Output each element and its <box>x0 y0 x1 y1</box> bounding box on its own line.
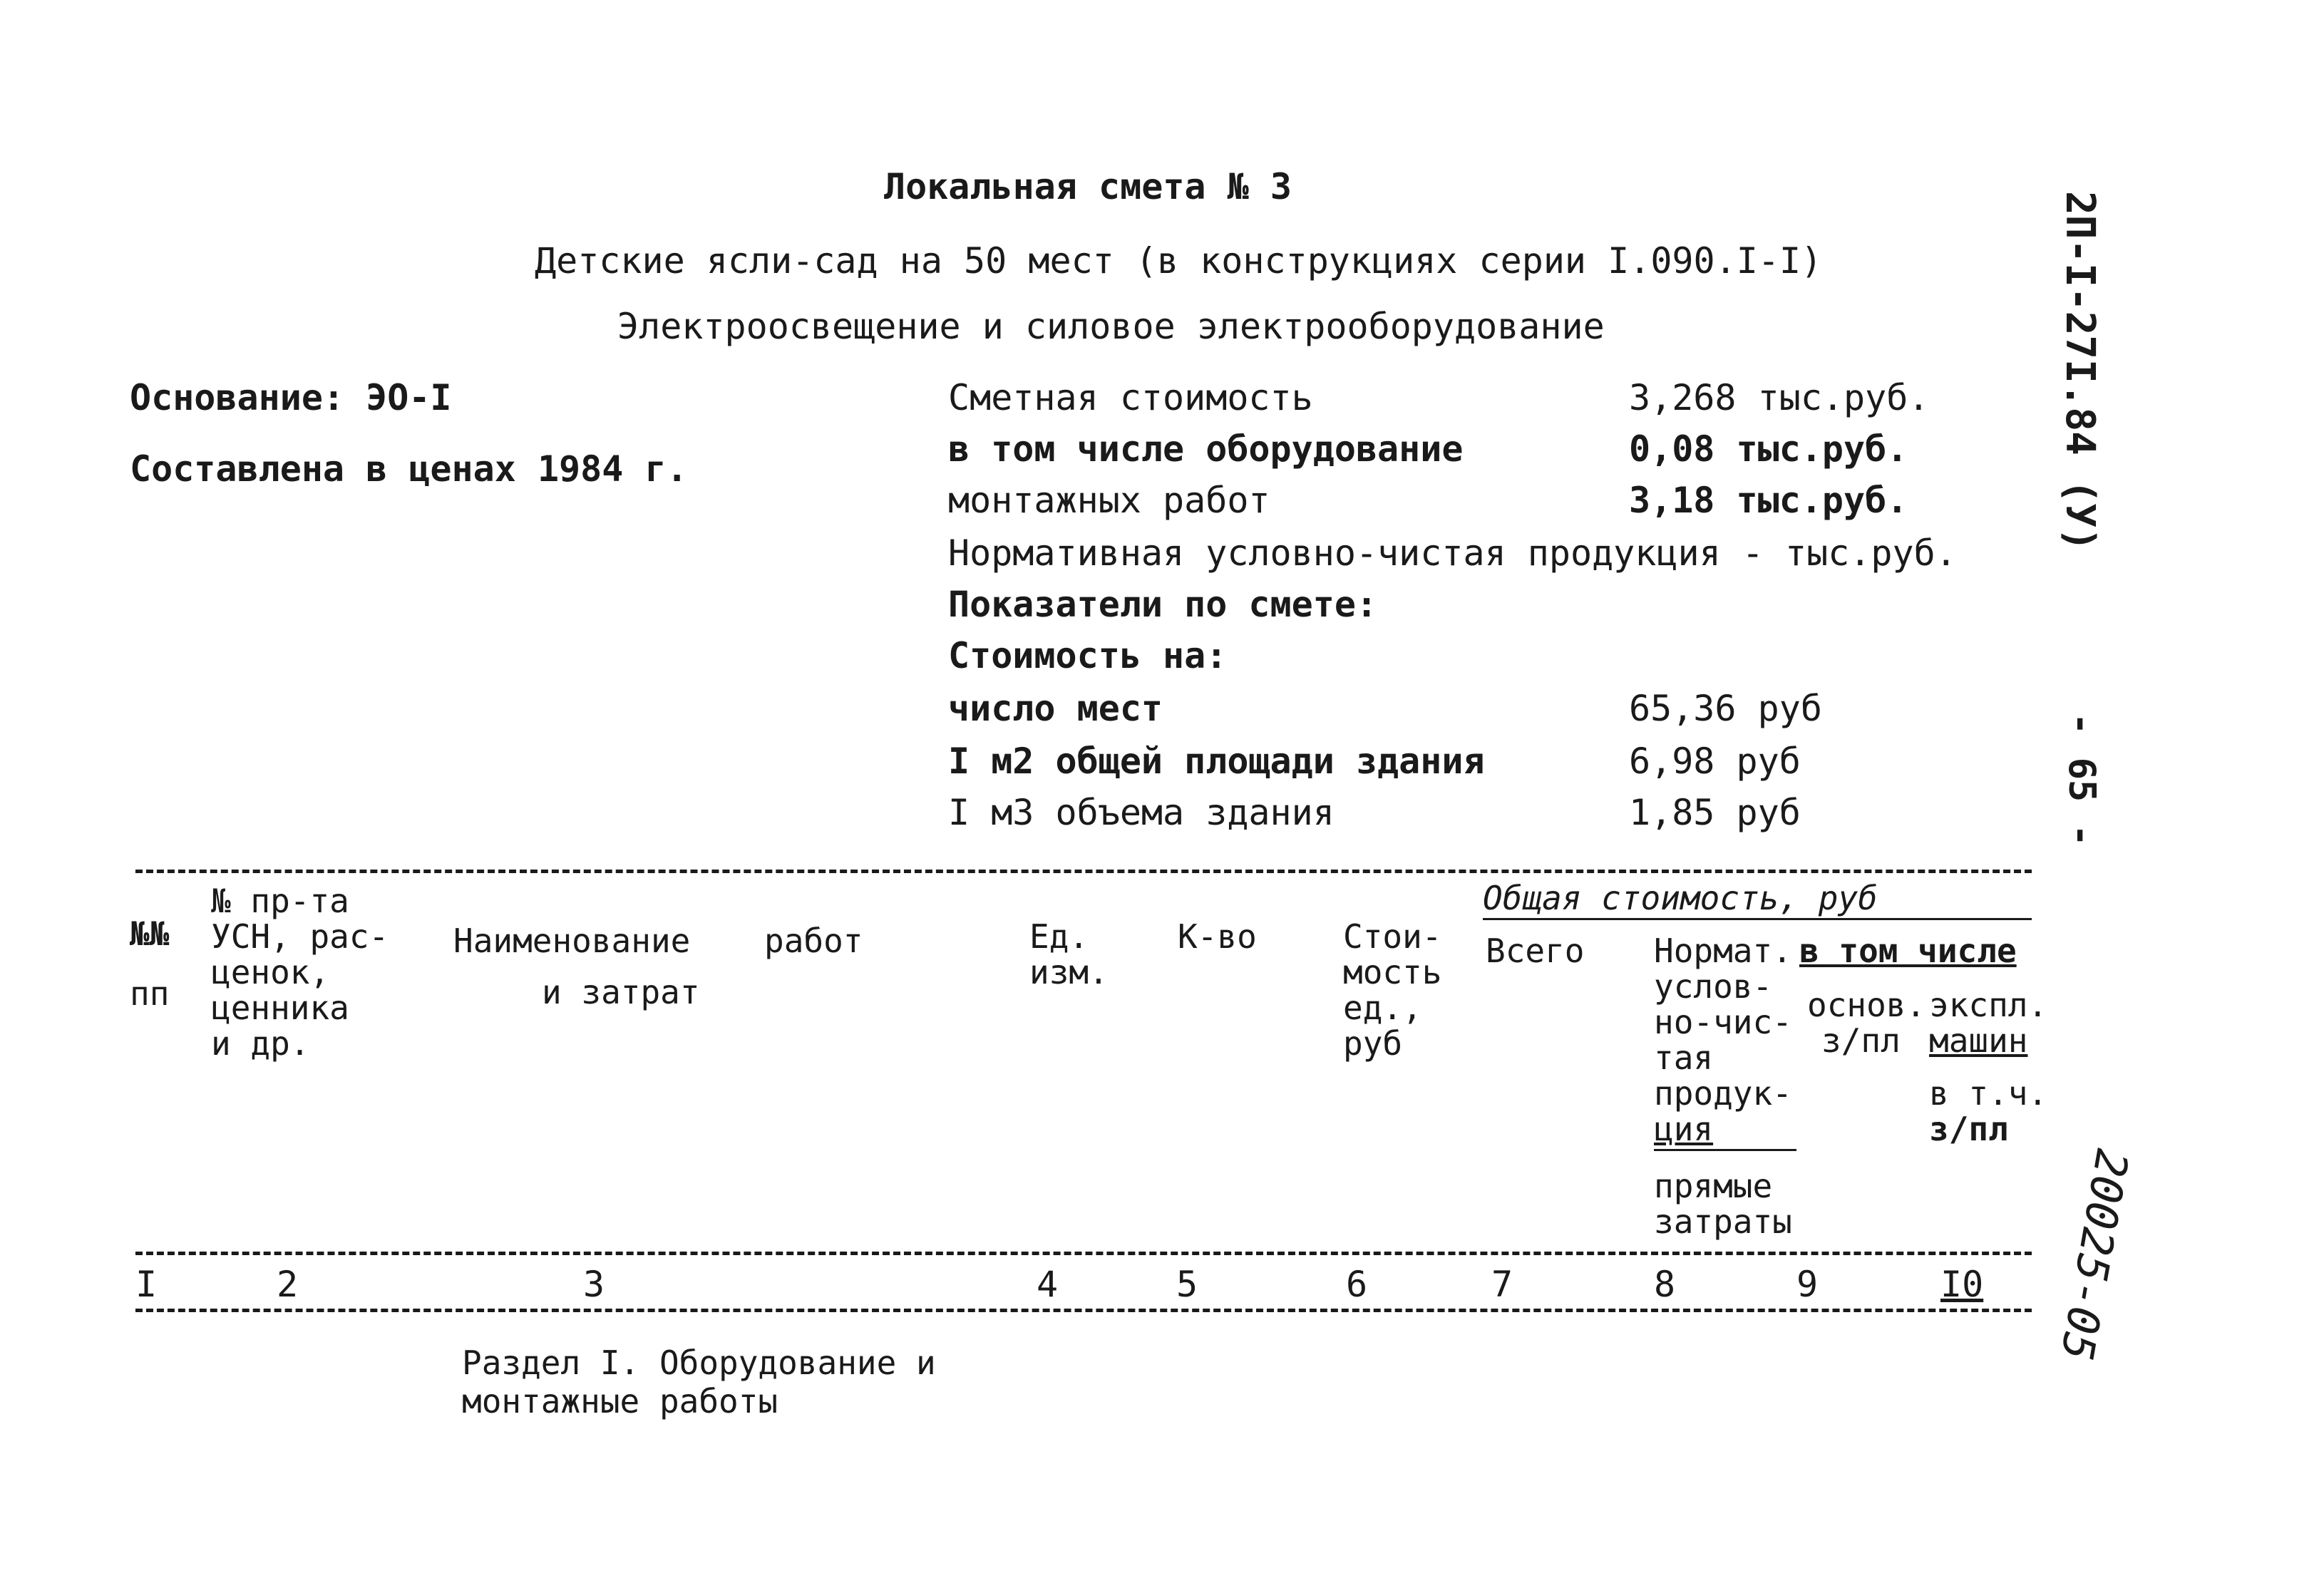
col8-header: ция <box>1654 1110 1714 1148</box>
cost-label: монтажных работ <box>948 480 1270 521</box>
col4-header: изм. <box>1029 953 1109 991</box>
indicator-value: 6,98 руб <box>1629 741 1801 782</box>
col4-header: Ед. <box>1029 917 1089 956</box>
indicator-value: 65,36 руб <box>1629 688 1822 729</box>
group-header-underline <box>1483 918 2032 920</box>
col8-header: Нормат. <box>1654 932 1792 970</box>
col2-header: и др. <box>211 1024 310 1063</box>
archive-number: 20025-05 <box>2050 1145 2139 1365</box>
col8-underline <box>1654 1149 1796 1151</box>
col2-header: ценок, <box>211 953 330 991</box>
table-top-rule <box>135 870 2032 873</box>
col10-header: экспл. <box>1929 986 2048 1024</box>
cost-value: 3,268 тыс.руб. <box>1629 377 1930 418</box>
cost-value: 0,08 тыс.руб. <box>1629 428 1908 470</box>
col3-header: и затрат <box>542 973 700 1011</box>
col8-direct: затраты <box>1654 1202 1792 1241</box>
indicator-value: 1,85 руб <box>1629 792 1801 833</box>
page-title: Локальная смета № 3 <box>884 166 1292 207</box>
col10-header: в т.ч. <box>1929 1074 2048 1113</box>
col8-header: услов- <box>1654 967 1773 1006</box>
column-number: 6 <box>1346 1264 1368 1305</box>
column-number: 7 <box>1491 1264 1513 1305</box>
col6-header: мость <box>1343 953 1442 991</box>
indicator-label: I м3 объема здания <box>948 792 1335 833</box>
document-code: 2П-I-27I.84 (У) <box>2057 191 2103 552</box>
column-number: 5 <box>1176 1264 1198 1305</box>
column-numbers-rule <box>135 1309 2032 1312</box>
col3-header: работ <box>764 922 863 960</box>
indicator-label: число мест <box>948 688 1163 729</box>
group-header: Общая стоимость, руб <box>1483 879 1878 917</box>
col8-direct: прямые <box>1654 1167 1773 1205</box>
prices-label: Составлена в ценах 1984 г. <box>130 448 688 490</box>
col2-header: ценника <box>211 989 349 1027</box>
column-number: I <box>135 1264 158 1305</box>
cost-per-label: Стоимость на: <box>948 635 1228 676</box>
section-heading: Раздел I. Оборудование и <box>462 1344 936 1382</box>
column-number: 4 <box>1037 1264 1059 1305</box>
incl-header: в том числе <box>1799 932 2017 970</box>
section-heading: монтажные работы <box>462 1382 778 1420</box>
page-number: - 65 - <box>2060 713 2103 847</box>
col2-header: УСН, рас- <box>211 917 389 956</box>
col5-header: К-во <box>1178 917 1257 956</box>
indicator-label: I м2 общей площади здания <box>948 741 1485 782</box>
col8-header: но-чис- <box>1654 1003 1792 1041</box>
col8-header: тая <box>1654 1038 1714 1077</box>
col6-header: руб <box>1343 1024 1403 1063</box>
col6-header: Стои- <box>1343 917 1442 956</box>
col9-header: з/пл <box>1821 1021 1901 1060</box>
project-subtitle: Детские ясли-сад на 50 мест (в конструкциях серии I.090.I-I) <box>535 240 1823 282</box>
cost-label: Сметная стоимость <box>948 377 1313 418</box>
basis-label: Основание: ЭО-I <box>130 377 452 418</box>
col10-header: з/пл <box>1929 1110 2008 1148</box>
column-number: 2 <box>277 1264 299 1305</box>
col10-header: машин <box>1929 1021 2028 1060</box>
cost-value: 3,18 тыс.руб. <box>1629 480 1908 521</box>
col9-header: основ. <box>1807 986 1926 1024</box>
col2-header: № пр-та <box>211 882 349 920</box>
column-number: 8 <box>1654 1264 1676 1305</box>
col7-header: Всего <box>1486 932 1585 970</box>
col6-header: ед., <box>1343 989 1422 1027</box>
col8-header: продук- <box>1654 1074 1792 1113</box>
section-title: Электроосвещение и силовое электрооборудование <box>617 306 1605 347</box>
column-number: 3 <box>583 1264 605 1305</box>
col3-header: Наименование <box>453 922 691 960</box>
col1-header: №№ <box>130 914 170 953</box>
indicators-title: Показатели по смете: <box>948 584 1378 625</box>
column-number: 9 <box>1796 1264 1819 1305</box>
col1-header: пп <box>130 974 170 1013</box>
cost-label: в том числе оборудование <box>948 428 1464 470</box>
column-number: I0 <box>1940 1264 1984 1305</box>
header-bottom-rule <box>135 1252 2032 1255</box>
normative-line: Нормативная условно-чистая продукция - тыс.руб. <box>948 532 1957 574</box>
